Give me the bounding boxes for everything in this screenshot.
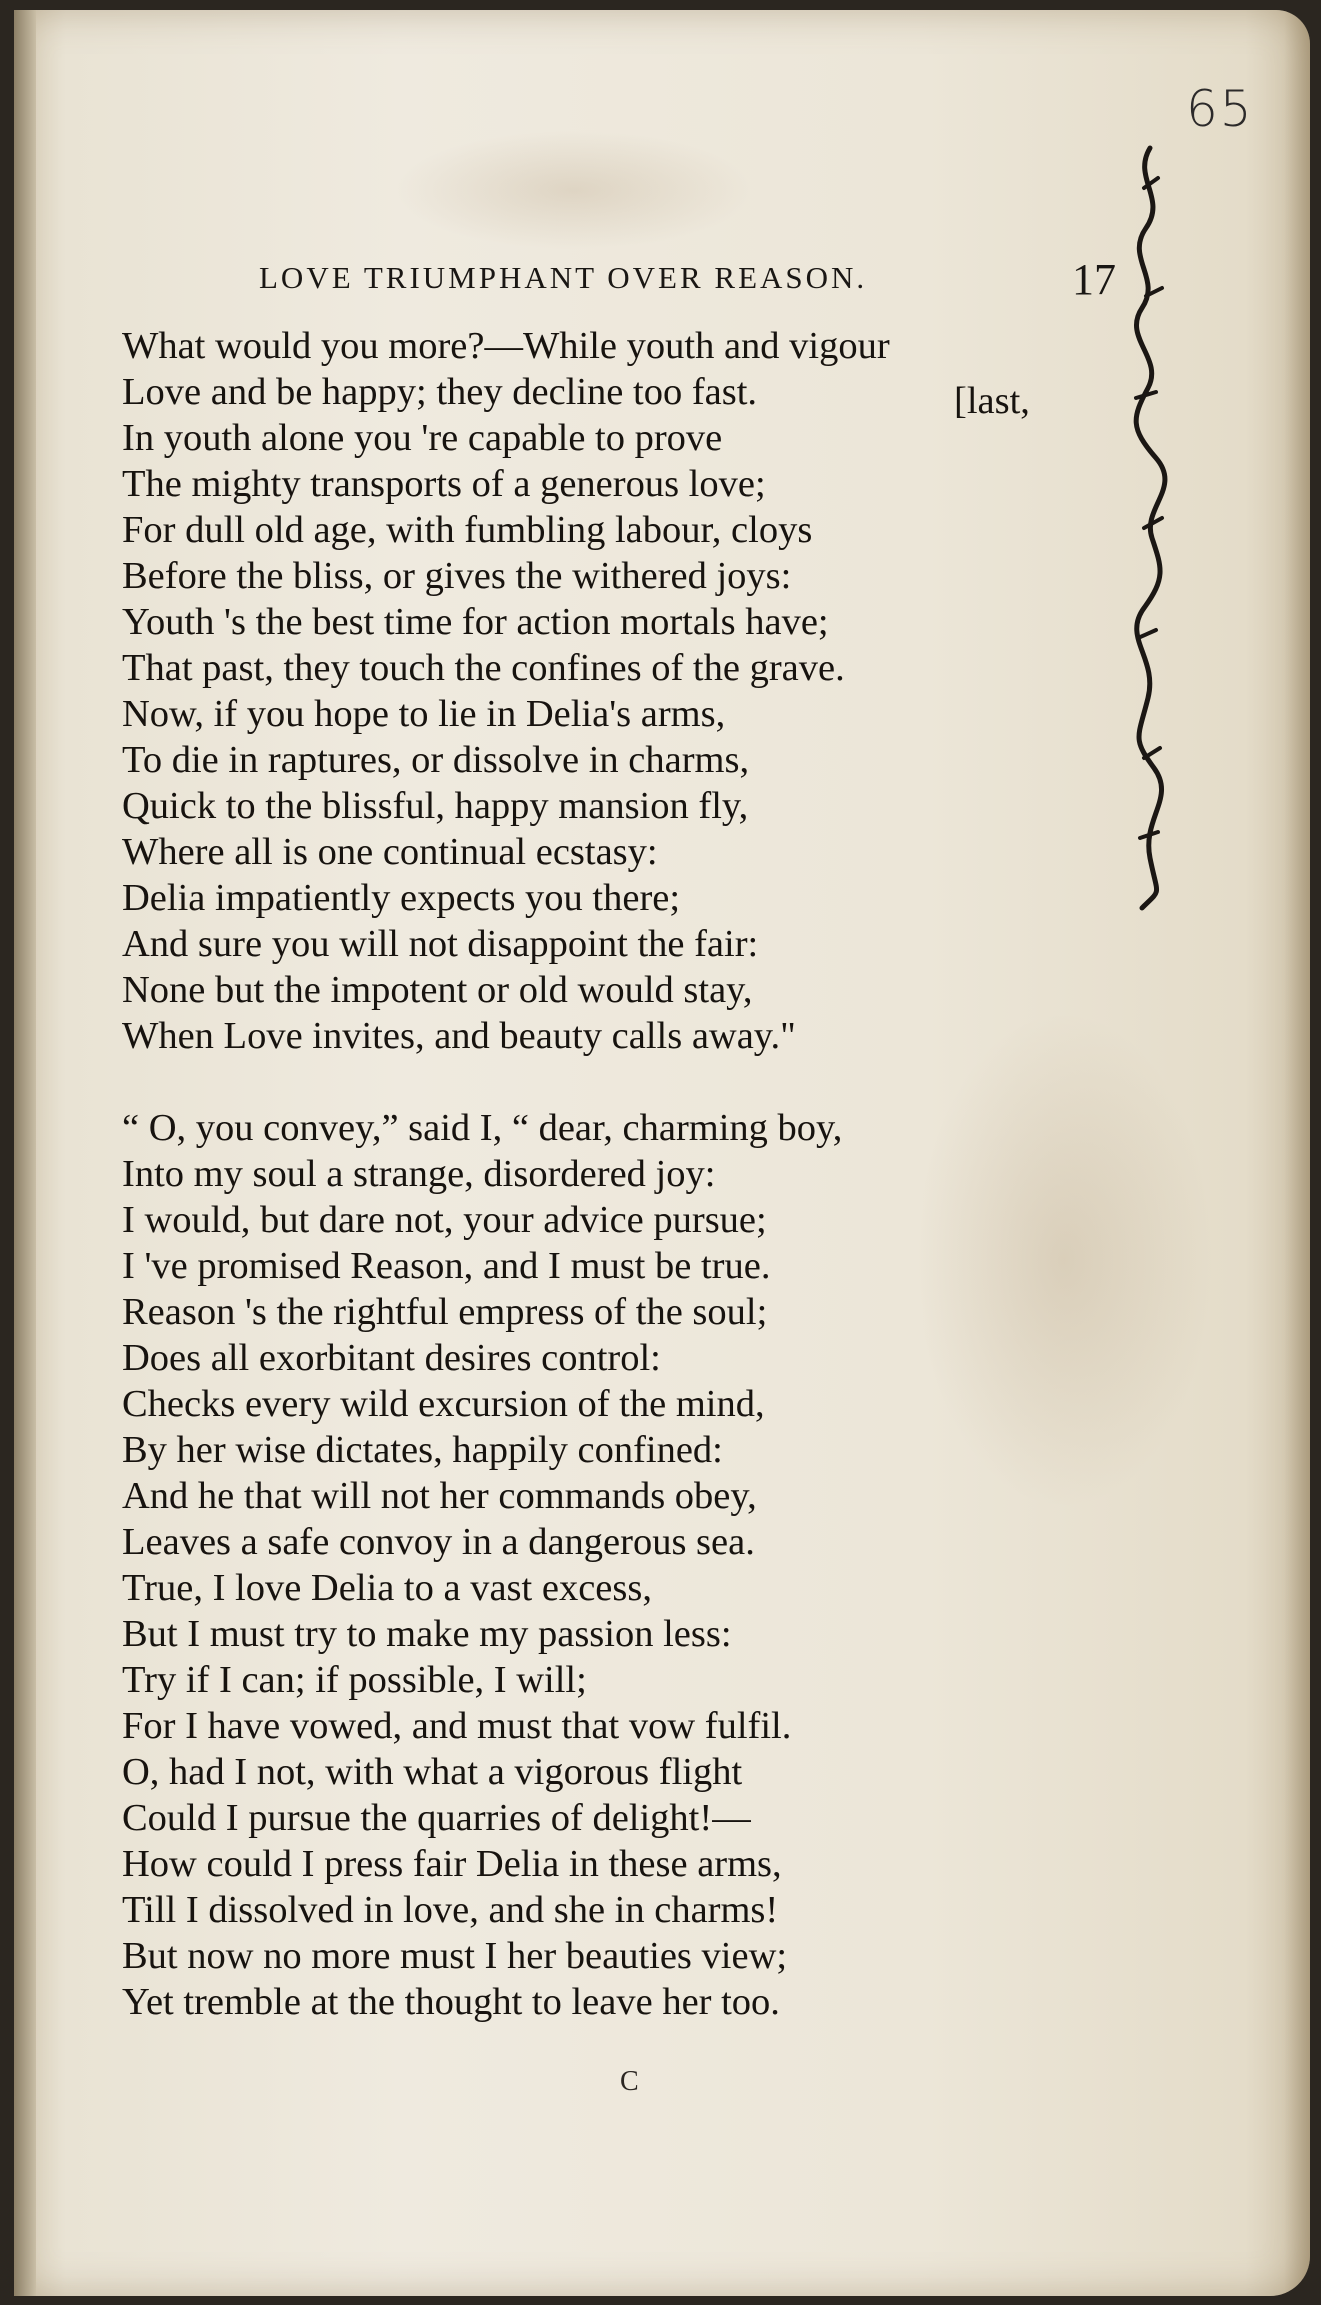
poem-line: Into my soul a strange, disordered joy:	[122, 1153, 716, 1195]
poem-line: In youth alone you 're capable to prove	[122, 417, 723, 459]
stanza-break	[122, 1059, 1142, 1105]
poem-line: When Love invites, and beauty calls away."	[122, 1015, 796, 1057]
poem-line: By her wise dictates, happily confined:	[122, 1429, 723, 1471]
stanza-2	[122, 1105, 1142, 2025]
poem-line: Reason 's the rightful empress of the soul;	[122, 1291, 768, 1333]
poem-line: For I have vowed, and must that vow fulfil.	[122, 1705, 792, 1747]
poem-line: Try if I can; if possible, I will;	[122, 1659, 587, 1701]
poem-text	[122, 323, 1142, 2025]
poem-line: For dull old age, with fumbling labour, cloys	[122, 509, 813, 551]
poem-line: The mighty transports of a generous love;	[122, 463, 766, 505]
poem-line: How could I press fair Delia in these arms,	[122, 1843, 782, 1885]
turnover-catchword: [last,	[954, 380, 1030, 422]
poem-line: Now, if you hope to lie in Delia's arms,	[122, 693, 726, 735]
poem-line: Checks every wild excursion of the mind,	[122, 1383, 765, 1425]
signature-mark: C	[620, 2066, 639, 2097]
book-gutter	[14, 10, 36, 2296]
poem-line: True, I love Delia to a vast excess,	[122, 1567, 652, 1609]
poem-line: Quick to the blissful, happy mansion fly,	[122, 785, 749, 827]
poem-line: None but the impotent or old would stay,	[122, 969, 753, 1011]
poem-line: That past, they touch the confines of the grave.	[122, 647, 845, 689]
poem-line: Love and be happy; they decline too fast.	[122, 371, 758, 413]
poem-line: And he that will not her commands obey,	[122, 1475, 757, 1517]
poem-line: What would you more?—While youth and vigour	[122, 325, 890, 367]
handwritten-margin-annotation	[1112, 138, 1184, 918]
poem-line: But now no more must I her beauties view;	[122, 1935, 788, 1977]
book-page	[14, 10, 1310, 2296]
poem-line: Till I dissolved in love, and she in charms!	[122, 1889, 779, 1931]
folio-annotation: 65	[1186, 80, 1254, 138]
poem-line: Leaves a safe convoy in a dangerous sea.	[122, 1521, 755, 1563]
paper-stain	[394, 130, 754, 250]
poem-line: I 've promised Reason, and I must be true.	[122, 1245, 771, 1287]
poem-line: Youth 's the best time for action mortals have;	[122, 601, 829, 643]
poem-line: But I must try to make my passion less:	[122, 1613, 732, 1655]
poem-line: Before the bliss, or gives the withered joys:	[122, 555, 792, 597]
poem-line: Delia impatiently expects you there;	[122, 877, 681, 919]
poem-line: Does all exorbitant desires control:	[122, 1337, 661, 1379]
running-head: LOVE TRIUMPHANT OVER REASON.	[259, 260, 868, 295]
poem-line: Could I pursue the quarries of delight!—	[122, 1797, 751, 1839]
poem-line: To die in raptures, or dissolve in charms,	[122, 739, 750, 781]
stanza-1	[122, 323, 1142, 1059]
page-edge-shadow	[1284, 10, 1310, 2296]
poem-line: And sure you will not disappoint the fair:	[122, 923, 759, 965]
page-number: 17	[1072, 255, 1116, 304]
poem-line: Yet tremble at the thought to leave her too.	[122, 1981, 780, 2023]
poem-line: “ O, you convey,” said I, “ dear, charming boy,	[122, 1107, 843, 1149]
poem-line: I would, but dare not, your advice pursue;	[122, 1199, 767, 1241]
poem-line: O, had I not, with what a vigorous flight	[122, 1751, 743, 1793]
poem-line: Where all is one continual ecstasy:	[122, 831, 658, 873]
